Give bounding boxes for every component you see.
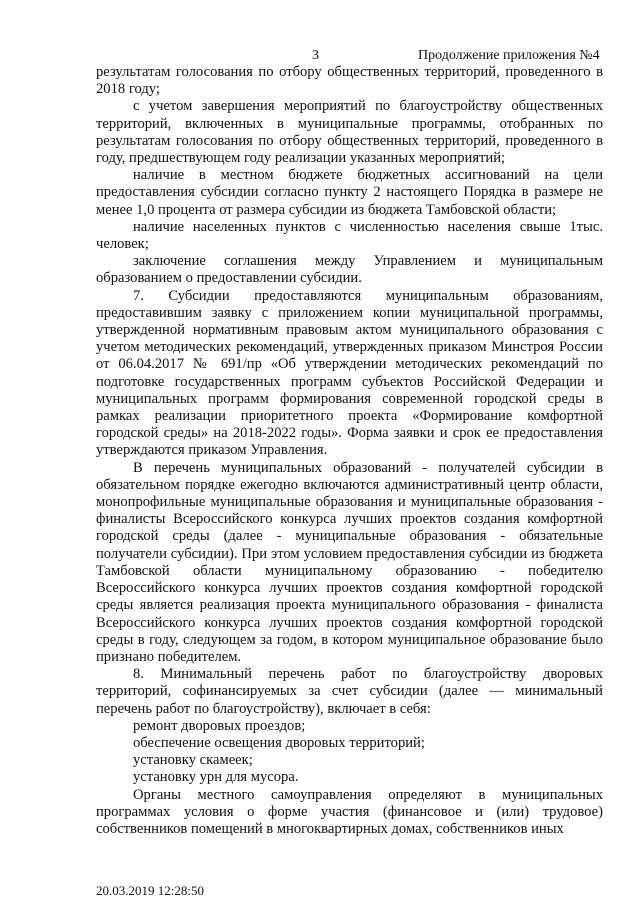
- list-item: обеспечение освещения дворовых территорий;: [133, 734, 425, 751]
- paragraph-item-8: 8. Минимальный перечень работ по благоустройству дворовых территорий, софинансируемых за счет субсидии (далее — минимальный перечень работ по благоустройству), включает в себя:: [96, 666, 603, 717]
- paragraph: результатам голосования по отбору общественных территорий, проведенного в 2018 году;: [96, 64, 603, 98]
- paragraph: В перечень муниципальных образований - получателей субсидии в обязательном порядке ежегодно включаются административный центр области, монопрофильные муниципальные образования и муниципальные образования - финалисты Всероссийского конкурса лучших проектов создания комфортной городской среды (далее - муниципальные образования - обязательные получатели субсидии). При этом условием предоставления субсидии из бюджета Тамбовской области муниципальному образованию - победителю Всероссийского конкурса лучших проектов создания комфортной городской среды является реализация проекта муниципального образования - финалиста Всероссийского конкурса лучших проектов создания комфортной городской среды в году, следующем за годом, в котором муниципальное образование было признано победителем.: [96, 459, 603, 665]
- paragraph: с учетом завершения мероприятий по благоустройству общественных территорий, включенных в муниципальные программы, отобранных по результатам голосования по отбору общественных территорий, проведенного в году, предшествующем году реализации указанных мероприятий;: [96, 98, 603, 167]
- list-item: установку урн для мусора.: [133, 769, 299, 786]
- continuation-header: Продолжение приложения №4: [418, 48, 600, 63]
- page-number: 3: [312, 48, 319, 63]
- paragraph: Органы местного самоуправления определяют в муниципальных программах условия о форме участия (финансовое и (или) трудовое) собственников помещений в многоквартирных домах, собственников иных: [96, 786, 603, 837]
- footer-timestamp: 20.03.2019 12:28:50: [96, 883, 204, 898]
- list-item: установку скамеек;: [133, 752, 253, 769]
- paragraph: заключение соглашения между Управлением и муниципальным образованием о предоставлении субсидии.: [96, 253, 603, 287]
- list-item: ремонт дворовых проездов;: [133, 717, 306, 734]
- paragraph-item-7: 7. Субсидии предоставляются муниципальным образованиям, предоставившим заявку с приложением копии муниципальной программы, утвержденной нормативным правовым актом муниципального образования с учетом методических рекомендаций, утвержденных приказом Минстроя России от 06.04.2017 № 691/пр «Об утверждении методических рекомендаций по подготовке государственных программ субъектов Российской Федерации и муниципальных программ формирования современной городской среды в рамках реализации приоритетного проекта «Формирование комфортной городской среды» на 2018-2022 годы». Форма заявки и срок ее предоставления утверждаются приказом Управления.: [96, 287, 603, 459]
- paragraph: наличие населенных пунктов с численностью населения свыше 1тыс. человек;: [96, 218, 603, 253]
- document-body: [96, 64, 603, 838]
- paragraph: наличие в местном бюджете бюджетных ассигнований на цели предоставления субсидии согласно пункту 2 настоящего Порядка в размере не менее 1,0 процента от размера субсидии из бюджета Тамбовской области;: [96, 167, 603, 218]
